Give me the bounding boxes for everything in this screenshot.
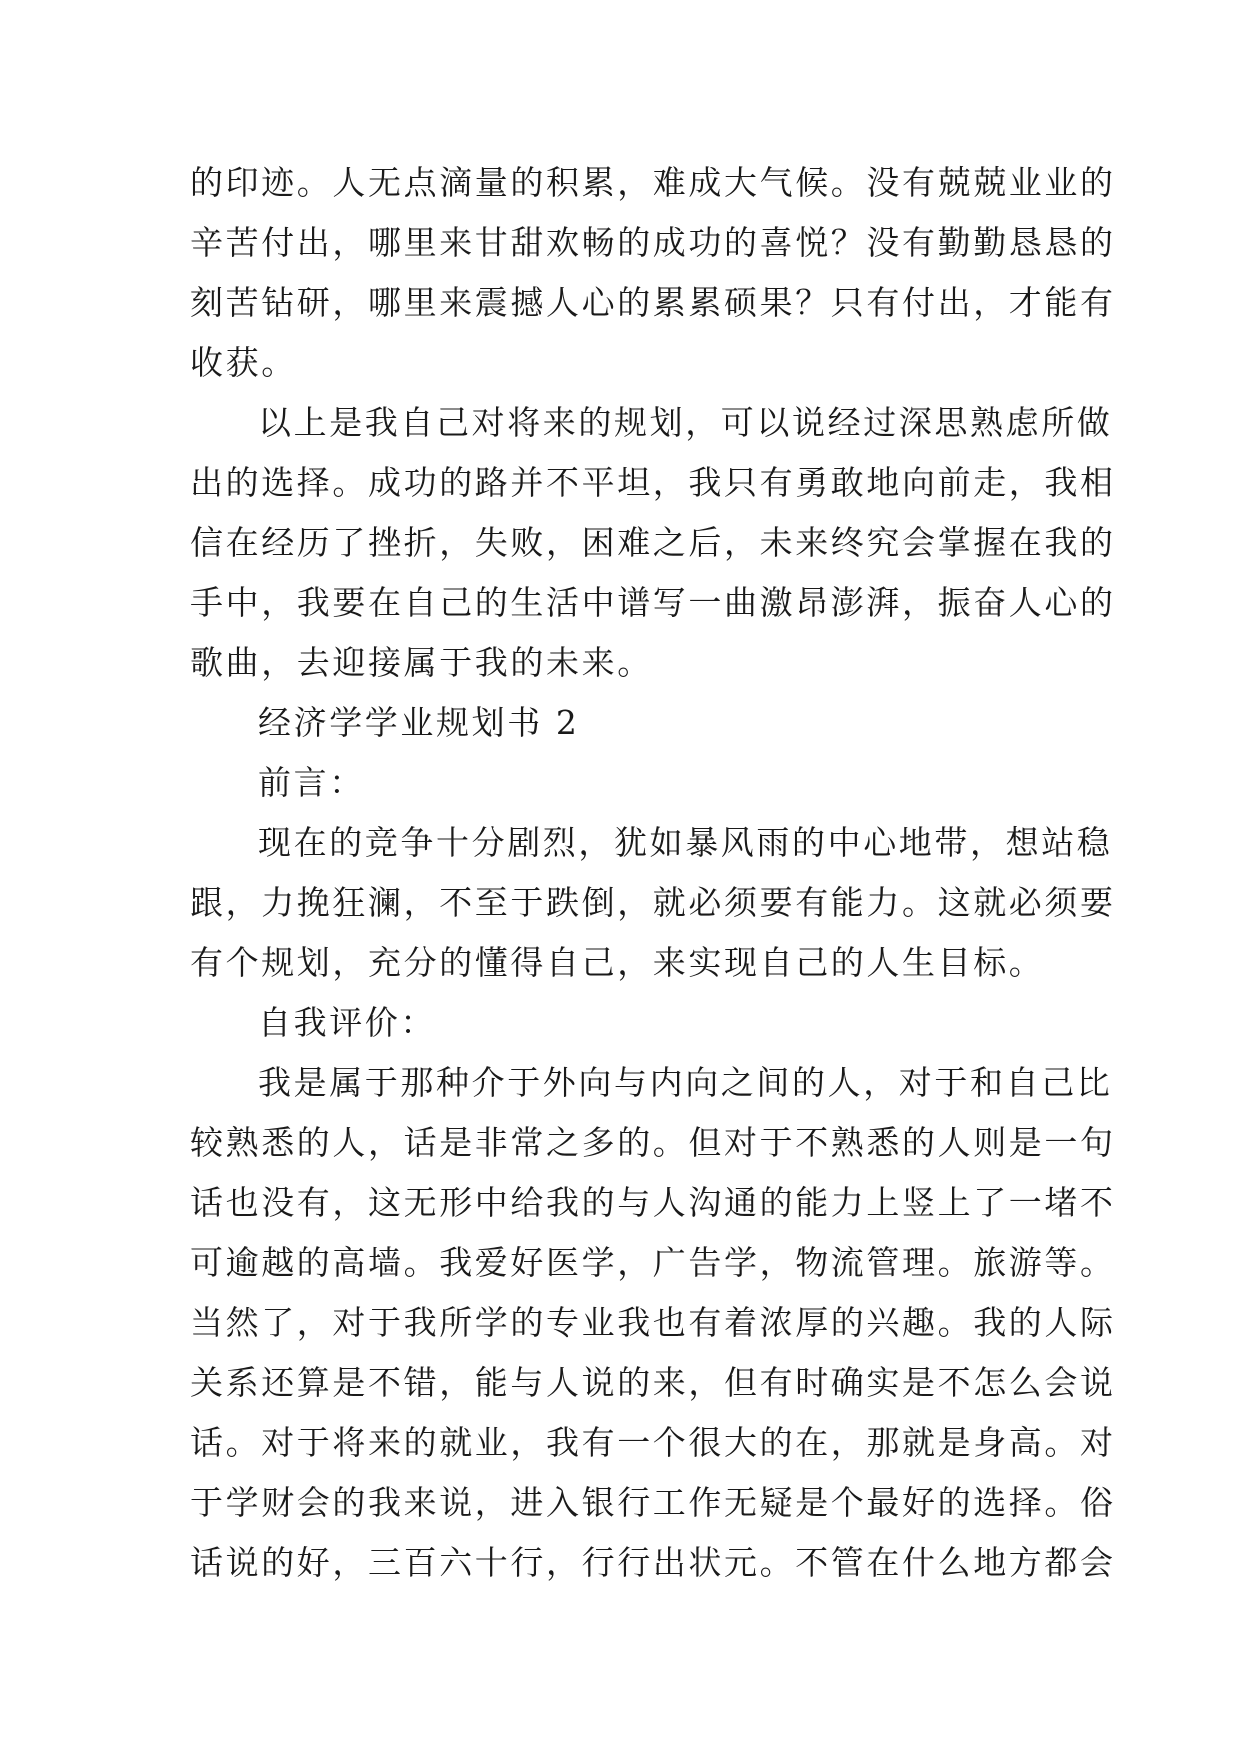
document-body (190, 153, 1116, 1593)
text-line: 跟，力挽狂澜，不至于跌倒，就必须要有能力。这就必须要 (190, 883, 1116, 922)
subheading-preface: 前言： (258, 763, 365, 802)
text-line: 话。对于将来的就业，我有一个很大的在，那就是身高。对 (190, 1423, 1116, 1462)
text-line: 关系还算是不错，能与人说的来，但有时确实是不怎么会说 (190, 1363, 1116, 1402)
text-line: 刻苦钻研，哪里来震撼人心的累累硕果？只有付出，才能有 (190, 283, 1116, 322)
text-line: 手中，我要在自己的生活中谱写一曲激昂澎湃，振奋人心的 (190, 583, 1116, 622)
text-line: 话说的好，三百六十行，行行出状元。不管在什么地方都会 (190, 1543, 1116, 1582)
text-line: 歌曲，去迎接属于我的未来。 (190, 643, 653, 682)
text-line: 的印迹。人无点滴量的积累，难成大气候。没有兢兢业业的 (190, 163, 1116, 202)
text-line: 当然了，对于我所学的专业我也有着浓厚的兴趣。我的人际 (190, 1303, 1116, 1342)
text-line: 可逾越的高墙。我爱好医学，广告学，物流管理。旅游等。 (190, 1243, 1116, 1282)
text-line: 我是属于那种介于外向与内向之间的人，对于和自己比 (258, 1063, 1113, 1102)
text-line: 于学财会的我来说，进入银行工作无疑是个最好的选择。俗 (190, 1483, 1116, 1522)
text-line: 有个规划，充分的懂得自己，来实现自己的人生目标。 (190, 943, 1045, 982)
text-line: 以上是我自己对将来的规划，可以说经过深思熟虑所做 (258, 403, 1113, 442)
text-line: 收获。 (190, 343, 297, 382)
text-line: 话也没有，这无形中给我的与人沟通的能力上竖上了一堵不 (190, 1183, 1116, 1222)
text-line: 辛苦付出，哪里来甘甜欢畅的成功的喜悦？没有勤勤恳恳的 (190, 223, 1116, 262)
text-line: 现在的竞争十分剧烈，犹如暴风雨的中心地带，想站稳 (258, 823, 1113, 862)
text-line: 出的选择。成功的路并不平坦，我只有勇敢地向前走，我相 (190, 463, 1116, 502)
text-line: 较熟悉的人，话是非常之多的。但对于不熟悉的人则是一句 (190, 1123, 1116, 1162)
text-line: 信在经历了挫折，失败，困难之后，未来终究会掌握在我的 (190, 523, 1116, 562)
section-heading: 经济学学业规划书 2 (258, 703, 580, 742)
subheading-self-evaluation: 自我评价： (258, 1003, 436, 1042)
